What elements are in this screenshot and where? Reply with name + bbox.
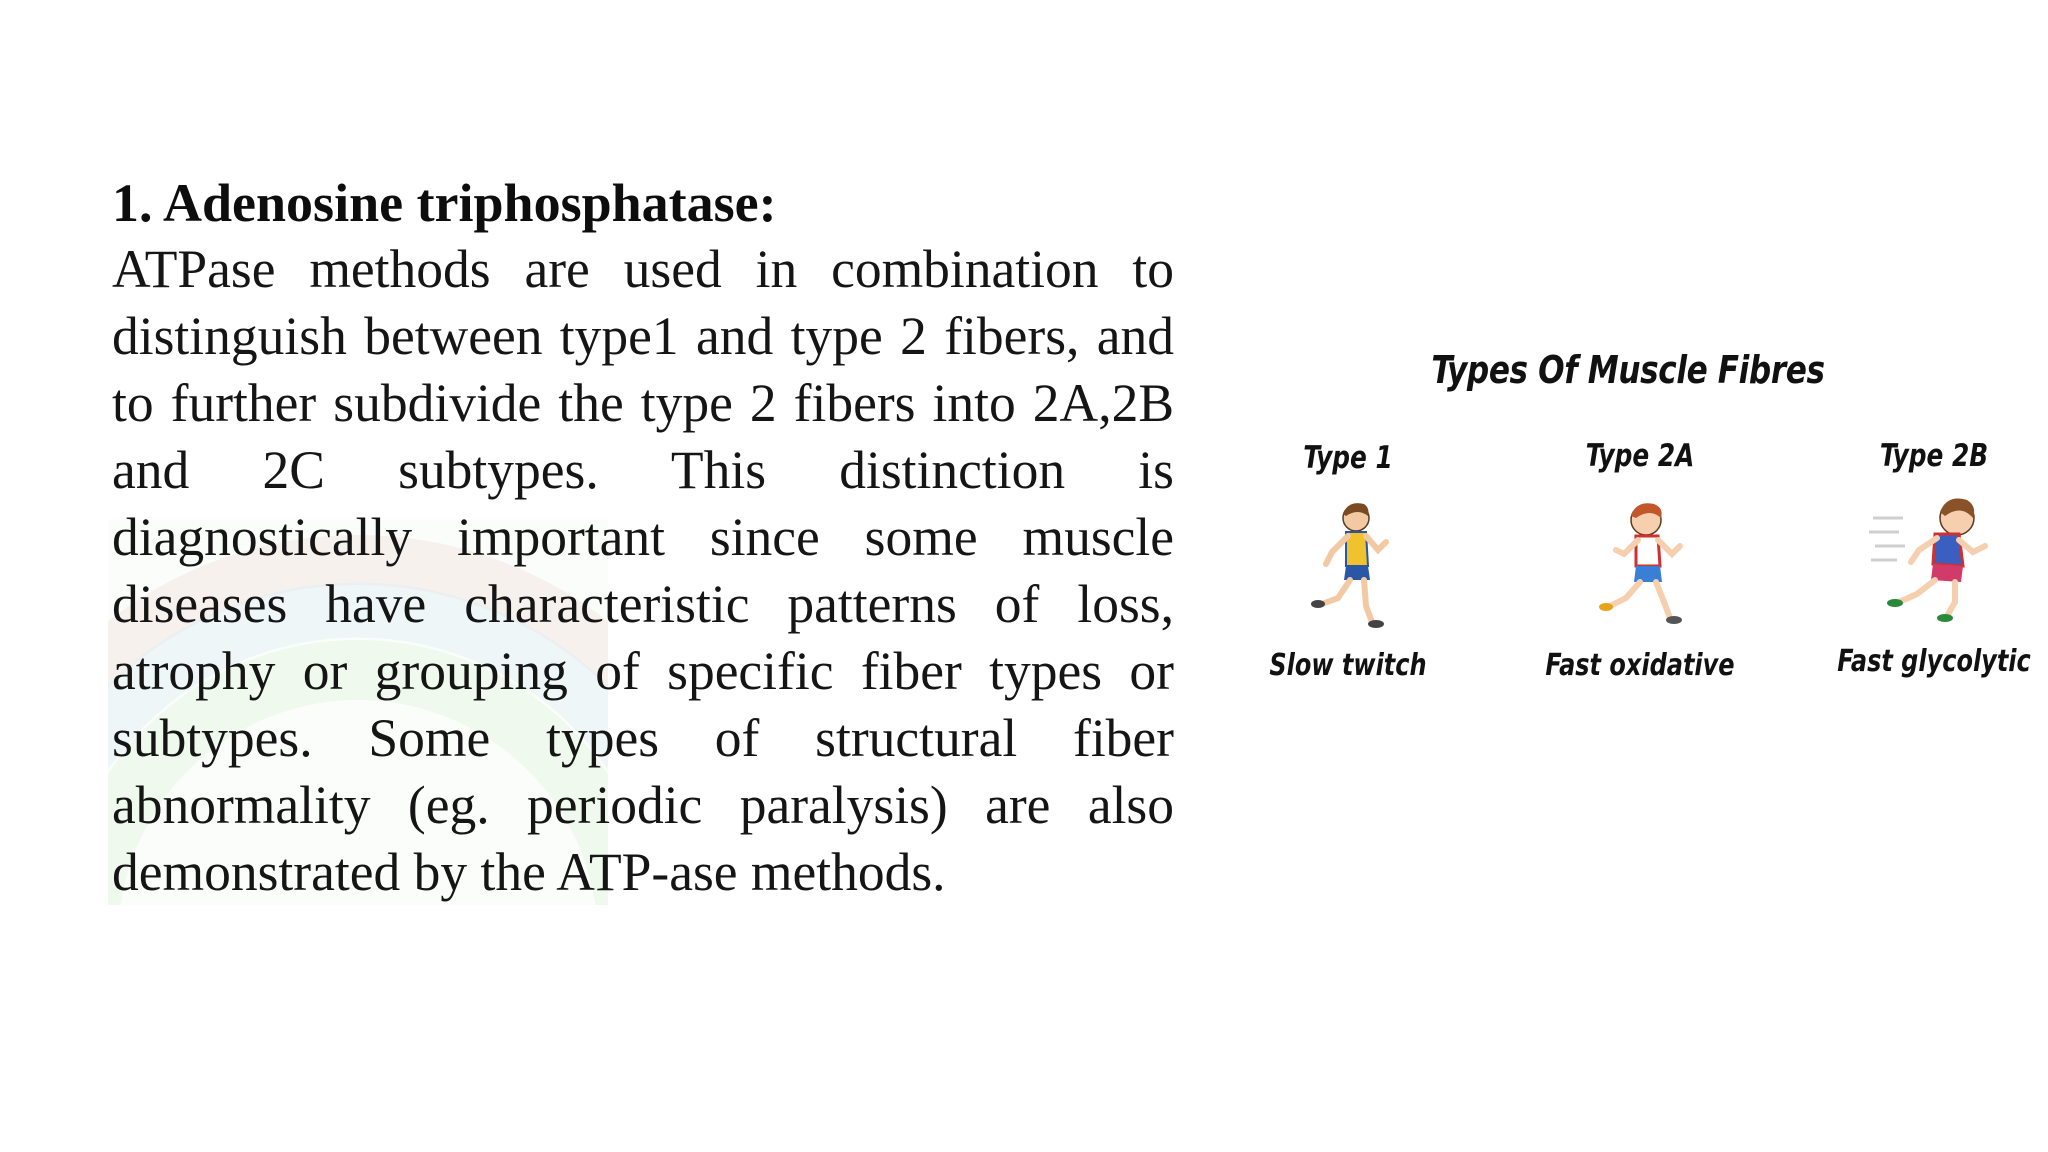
runner-medium-icon	[1580, 494, 1700, 634]
fiber-type-2b	[1804, 438, 2048, 679]
fiber-type-label: Type 2B	[1879, 438, 1989, 474]
fiber-description: Fast glycolytic	[1837, 644, 2031, 679]
fiber-description: Fast oxidative	[1545, 648, 1735, 683]
runner-fast-icon	[1869, 488, 1999, 628]
fiber-type-2a	[1510, 438, 1770, 683]
fiber-type-label: Type 1	[1303, 440, 1393, 476]
fiber-description: Slow twitch	[1269, 648, 1427, 683]
fiber-type-1	[1218, 440, 1478, 683]
infographic-title: Types Of Muscle Fibres	[1431, 348, 1825, 392]
fiber-type-label: Type 2A	[1585, 438, 1695, 474]
muscle-fibre-infographic	[1228, 330, 2031, 730]
section-paragraph: ATPase methods are used in combination to distinguish between type1 and type 2 fibers, and to further subdivide the type 2 fibers into 2A,2B and 2C subtypes. This distinction is diagnostically important since some muscle diseases have characteristic patterns of loss, atrophy or grouping of specific fiber types or subtypes. Some types of structural fiber abnormality (eg. periodic paralysis) are also demonstrated by the ATP-ase methods.	[112, 239, 1174, 902]
section-heading: 1. Adenosine triphosphatase:	[112, 173, 777, 233]
runner-slow-icon	[1288, 494, 1408, 634]
text-block	[112, 170, 1174, 906]
